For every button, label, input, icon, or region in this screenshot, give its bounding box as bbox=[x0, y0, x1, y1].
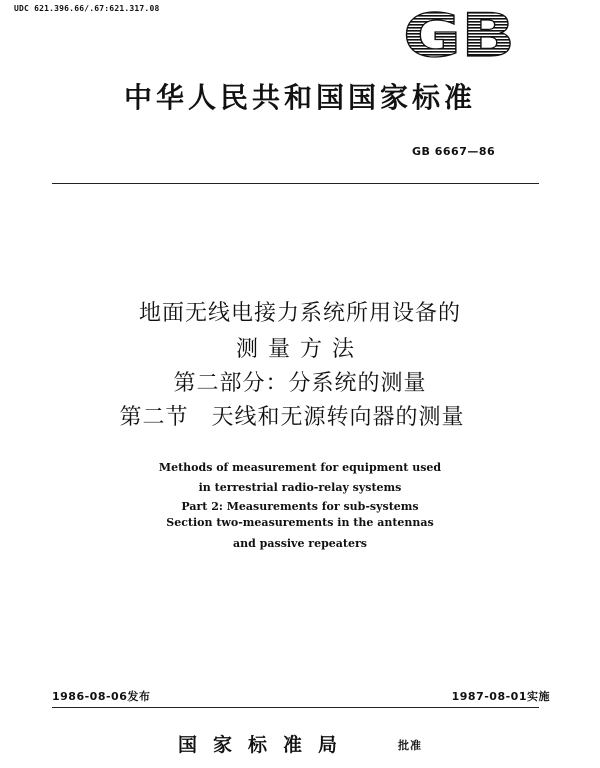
standard-name: 中华人民共和国国家标准 bbox=[123, 81, 476, 114]
english-title-line-5: and passive repeaters bbox=[233, 537, 367, 550]
approval-label: 批准 bbox=[398, 739, 422, 752]
english-title-line-1: Methods of measurement for equipment used bbox=[158, 461, 442, 474]
english-title-line-2: in terrestrial radio-relay systems bbox=[198, 481, 402, 494]
issue-date: 1986-08-06发布 bbox=[52, 690, 151, 703]
gb-logo bbox=[398, 6, 520, 64]
udc-code: UDC 621.396.66/.67:621.317.08 bbox=[14, 4, 160, 13]
english-title-line-3: Part 2: Measurements for sub-systems bbox=[181, 500, 419, 513]
chinese-title-line-3: 第二部分：分系统的测量 bbox=[173, 371, 427, 396]
bottom-divider bbox=[52, 707, 539, 708]
effective-date: 1987-08-01实施 bbox=[451, 690, 550, 703]
english-title-line-4: Section two-measurements in the antennas bbox=[166, 516, 434, 529]
standard-number: GB 6667—86 bbox=[412, 145, 496, 158]
chinese-title-line-2: 测量方法 bbox=[235, 337, 364, 362]
issuer-name: 国家标准局 bbox=[178, 734, 354, 756]
chinese-title-line-1: 地面无线电接力系统所用设备的 bbox=[138, 301, 461, 326]
chinese-title-line-4: 第二节 天线和无源转向器的测量 bbox=[119, 405, 465, 430]
top-divider bbox=[52, 183, 539, 184]
svg-text:GB: GB bbox=[403, 6, 515, 64]
